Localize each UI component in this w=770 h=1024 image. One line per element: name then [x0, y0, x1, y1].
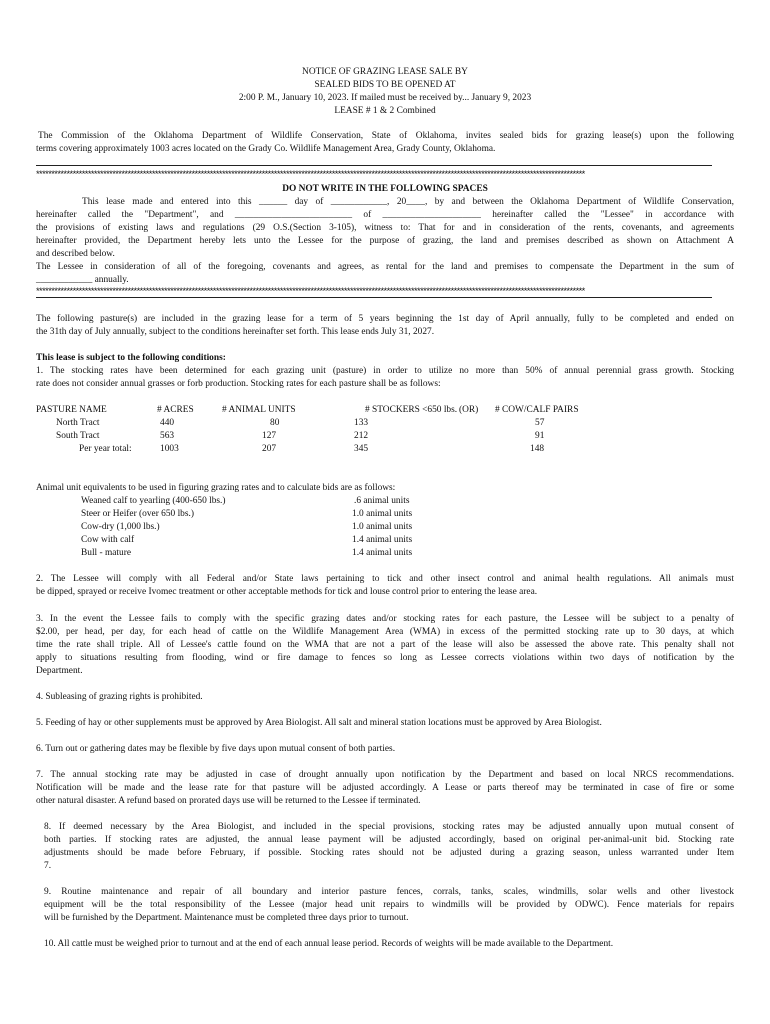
col-header-animal-units: # ANIMAL UNITS	[222, 405, 296, 415]
condition-3-line-3: time the rate shall triple. All of Lessee's cattle found on the WMA that are not a part of the lease will also be assessed the above rate. This penalty shall not	[36, 640, 734, 650]
condition-8-line-4: 7.	[44, 861, 52, 871]
condition-2-line-1: 2. The Lessee will comply with all Federal and/or State laws pertaining to tick and other insect control and animal health regulations. All animals must	[36, 574, 734, 584]
condition-4: 4. Subleasing of grazing rights is prohibited.	[36, 692, 203, 702]
col-header-stockers: # STOCKERS <650 lbs.	[365, 405, 458, 415]
col-header-acres: # ACRES	[157, 405, 194, 415]
col-header-cow-calf: # COW/CALF PAIRS	[495, 405, 579, 415]
table-cell-cow-calf: 91	[535, 431, 545, 441]
condition-5: 5. Feeding of hay or other supplements must be approved by Area Biologist. All salt and mineral station locations must be approved by Area Biologist.	[36, 718, 602, 728]
intro-line-2: terms covering approximately 1003 acres located on the Grady Co. Wildlife Management Area, Grady County, Oklahoma.	[36, 144, 496, 154]
equivalent-animal: Cow-dry (1,000 lbs.)	[81, 522, 160, 532]
table-cell-stockers: 133	[354, 418, 369, 428]
table-cell-cow-calf: 148	[530, 444, 545, 454]
equivalent-units: 1.4 animal units	[352, 548, 413, 558]
equivalent-units: 1.4 animal units	[352, 535, 413, 545]
condition-3-line-4: apply to situations resulting from flooding, wind or fire damage to fences so long as Lessee corrects violations within two days of notification by the	[36, 653, 734, 663]
condition-9-line-3: will be furnished by the Department. Maintenance must be completed three days prior to turnout.	[44, 913, 409, 923]
intro-line-1: The Commission of the Oklahoma Department of Wildlife Conservation, State of Oklahoma, invites sealed bids for grazing lease(s) upon the following	[38, 131, 734, 141]
table-cell-name: North Tract	[56, 418, 100, 428]
condition-7-line-2: Notification will be made and the lease rate for that pasture will be adjusted accordingly. A Lease or parts thereof may be terminated in case of fire or some	[36, 783, 734, 793]
condition-9-line-2: equipment will be the total responsibility of the Lessee (major head unit repairs to windmills will be provided by ODWC). Fence materials for repairs	[44, 900, 734, 910]
notice-subtitle: SEALED BIDS TO BE OPENED AT	[314, 80, 456, 90]
table-cell-animal-units: 127	[262, 431, 277, 441]
condition-10: 10. All cattle must be weighed prior to turnout and at the end of each annual lease period. Records of weights will be made available to the Department.	[44, 939, 614, 949]
condition-7-line-1: 7. The annual stocking rate may be adjusted in case of drought annually upon notification by the Department and based on local NRCS recommendations.	[36, 770, 734, 780]
table-cell-acres: 563	[160, 431, 175, 441]
table-cell-name: Per year total:	[79, 444, 132, 454]
table-cell-name: South Tract	[56, 431, 100, 441]
table-cell-animal-units: 80	[270, 418, 280, 428]
asterisk-divider: ************************************************************************************************************************************************************************************	[36, 170, 585, 178]
col-header-or: (OR)	[459, 405, 479, 415]
condition-7-line-3: other natural disaster. A refund based on prorated days use will be returned to the Lessee if terminated.	[36, 796, 421, 806]
table-cell-cow-calf: 57	[535, 418, 545, 428]
table-cell-stockers: 212	[354, 431, 369, 441]
equivalent-animal: Steer or Heifer (over 650 lbs.)	[81, 509, 194, 519]
table-cell-acres: 440	[160, 418, 175, 428]
box-line-6: The Lessee in consideration of all of the foregoing, covenants and agrees, as rental for the land and premises to compensate the Department in the sum of	[36, 262, 734, 272]
condition-3-line-5: Department.	[36, 666, 83, 676]
table-cell-stockers: 345	[354, 444, 369, 454]
condition-1-line-1: 1. The stocking rates have been determined for each grazing unit (pasture) in order to utilize no more than 50% of annual perennial grass growth. Stocking	[36, 366, 734, 376]
box-line-1: This lease made and entered into this ______ day of ____________, 20____, by and between the Oklahoma Department of Wildlife Conservation,	[82, 197, 734, 207]
table-cell-animal-units: 207	[262, 444, 277, 454]
condition-2-line-2: be dipped, sprayed or receive Ivomec treatment or other acceptable methods for tick and louse control prior to entering the lease area.	[36, 587, 538, 597]
conditions-heading: This lease is subject to the following conditions:	[36, 353, 226, 363]
equivalent-animal: Cow with calf	[81, 535, 135, 545]
pasture-intro-line-2: the 31th day of July annually, subject to the conditions hereinafter set forth. This lease ends July 31, 2027.	[36, 327, 435, 337]
condition-6: 6. Turn out or gathering dates may be flexible by five days upon mutual consent of both parties.	[36, 744, 396, 754]
condition-8-line-2: both parties. If stocking rates are adjusted, the annual lease payment will be adjusted accordingly, based on original per-animal-unit bid. Stocking rate	[44, 835, 734, 845]
table-cell-acres: 1003	[160, 444, 179, 454]
bid-date-line: 2:00 P. M., January 10, 2023. If mailed must be received by... January 9, 2023	[238, 93, 532, 103]
equivalent-units: 1.0 animal units	[352, 509, 413, 519]
lease-number: LEASE # 1 & 2 Combined	[334, 106, 436, 116]
equivalent-animal: Bull - mature	[81, 548, 131, 558]
condition-3-line-1: 3. In the event the Lessee fails to comply with the specific grazing dates and/or stocking rates for each pasture, the Lessee will be subject to a penalty of	[36, 614, 734, 624]
box-line-5: and described below.	[36, 249, 115, 259]
box-line-4: hereinafter provided, the Department hereby lets unto the Lessee for the purpose of grazing, the land and premises described as shown on Attachment A	[36, 236, 734, 246]
pasture-intro-line-1: The following pasture(s) are included in the grazing lease for a term of 5 years beginning the 1st day of April annually, fully to be completed and ended on	[36, 314, 734, 324]
divider-rule	[36, 165, 712, 166]
box-line-2: hereinafter called the "Department", and _________________________ of _____________________ hereinafter called the "Lessee" in accordance with	[36, 210, 734, 220]
equivalents-intro: Animal unit equivalents to be used in figuring grazing rates and to calculate bids are as follows:	[36, 483, 396, 493]
equivalent-units: 1.0 animal units	[352, 522, 413, 532]
condition-1-line-2: rate does not consider annual grasses or forb production. Stocking rates for each pasture shall be as follows:	[36, 379, 441, 389]
condition-9-line-1: 9. Routine maintenance and repair of all boundary and interior pasture fences, corrals, tanks, scales, windmills, solar wells and other livestock	[44, 887, 734, 897]
box-line-7: ____________ annually.	[36, 275, 129, 285]
box-heading: DO NOT WRITE IN THE FOLLOWING SPACES	[282, 184, 488, 194]
equivalent-units: .6 animal units	[354, 496, 410, 506]
notice-title: NOTICE OF GRAZING LEASE SALE BY	[302, 67, 468, 77]
asterisk-divider-bottom: ************************************************************************************************************************************************************************************	[36, 287, 585, 295]
box-line-3: the provisions of existing laws and regulations (29 O.S.(Section 3-105), witness to: That for and in consideration of the rents, covenants, and agreements	[36, 223, 734, 233]
equivalent-animal: Weaned calf to yearling (400-650 lbs.)	[81, 496, 226, 506]
condition-8-line-1: 8. If deemed necessary by the Area Biologist, and included in the special provisions, stocking rates may be adjusted annually upon mutual consent of	[44, 822, 734, 832]
condition-3-line-2: $2.00, per head, per day, for each head of cattle on the Wildlife Management Area (WMA) in excess of the permitted stocking rate up to 30 days, at which	[36, 627, 734, 637]
col-header-pasture-name: PASTURE NAME	[36, 405, 107, 415]
condition-8-line-3: adjustments should be made before February, if possible. Stocking rates should not be adjusted during a grazing season, unless warranted under Item	[44, 848, 734, 858]
divider-rule-bottom	[36, 297, 712, 298]
